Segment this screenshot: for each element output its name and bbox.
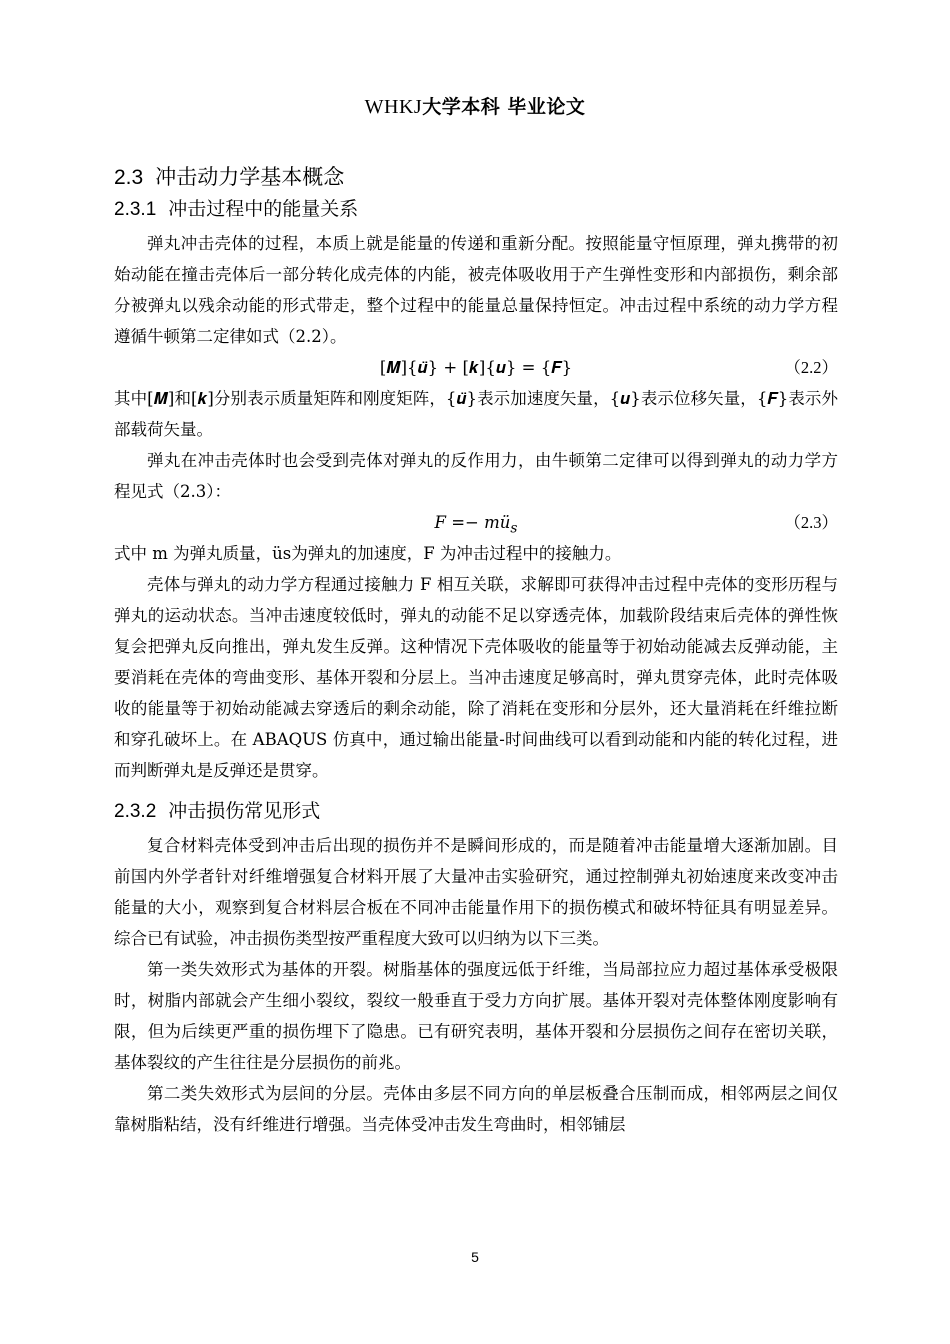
equation-2-2	[114, 352, 838, 383]
equation-main: F =− mü	[434, 513, 511, 532]
page-header	[0, 92, 950, 119]
paragraph: 复合材料壳体受到冲击后出现的损伤并不是瞬间形成的，而是随着冲击能量增大逐渐加剧。目前国内外学者针对纤维增强复合材料开展了大量冲击实验研究，通过控制弹丸初始速度来改变冲击能量的大小，观察到复合材料层合板在不同冲击能量作用下的损伤模式和破坏特征具有明显差异。综合已有试验，冲击损伤类型按严重程度大致可以归纳为以下三类。	[114, 836, 838, 948]
paragraph: 壳体与弹丸的动力学方程通过接触力 F 相互关联，求解即可获得冲击过程中壳体的变形历程与弹丸的运动状态。当冲击速度较低时，弹丸的动能不足以穿透壳体，加载阶段结束后壳体的弹性恢复会把弹丸反向推出，弹丸发生反弹。这种情况下壳体吸收的能量等于初始动能减去反弹动能，主要消耗在壳体的弯曲变形、基体开裂和分层上。当冲击速度足够高时，弹丸贯穿壳体，此时壳体吸收的能量等于初始动能减去穿透后的剩余动能，除了消耗在变形和分层外，还大量消耗在纤维拉断和穿孔破坏上。在 ABAQUS 仿真中，通过输出能量-时间曲线可以看到动能和内能的转化过程，进而判断弹丸是反弹还是贯穿。	[114, 575, 838, 780]
equation-2-3	[114, 507, 838, 538]
subsection-heading-2	[114, 796, 838, 830]
paragraph: 式中 m 为弹丸质量，üs为弹丸的加速度，F 为冲击过程中的接触力。	[114, 544, 622, 563]
subsection-heading-1	[114, 194, 838, 228]
paragraph: 弹丸在冲击壳体时也会受到壳体对弹丸的反作用力，由牛顿第二定律可以得到弹丸的动力学方程见式（2.3）：	[114, 451, 838, 501]
equation-tag: （2.3）	[784, 513, 838, 532]
subsection-number-1: 2.3.1	[114, 199, 157, 220]
equation-formula: [𝑴]{𝒖̈} + [𝒌]{𝒖} = {𝑭}	[379, 358, 573, 377]
paragraph: 第一类失效形式为基体的开裂。树脂基体的强度远低于纤维，当局部拉应力超过基体承受极限时，树脂内部就会产生细小裂纹，裂纹一般垂直于受力方向扩展。基体开裂对壳体整体刚度影响有限，但为后续更严重的损伤埋下了隐患。已有研究表明，基体开裂和分层损伤之间存在密切关联，基体裂纹的产生往往是分层损伤的前兆。	[114, 960, 838, 1072]
equation-tag: （2.2）	[784, 358, 838, 377]
header-latin: WHKJ	[364, 96, 423, 118]
paragraph: 第二类失效形式为层间的分层。壳体由多层不同方向的单层板叠合压制而成，相邻两层之间仅靠树脂粘结，没有纤维进行增强。当壳体受冲击发生弯曲时，相邻铺层	[114, 1084, 838, 1134]
section-number: 2.3	[114, 166, 144, 189]
subsection-title-2: 冲击损伤常见形式	[168, 800, 321, 822]
page-content	[114, 162, 838, 1140]
paragraph: 弹丸冲击壳体的过程，本质上就是能量的传递和重新分配。按照能量守恒原理，弹丸携带的初始动能在撞击壳体后一部分转化成壳体的内能，被壳体吸收用于产生弹性变形和内部损伤，剩余部分被弹丸以残余动能的形式带走，整个过程中的能量总量保持恒定。冲击过程中系统的动力学方程遵循牛顿第二定律如式（2.2）。	[114, 234, 838, 346]
subsection-title-1: 冲击过程中的能量关系	[168, 198, 359, 220]
subsection-number-2: 2.3.2	[114, 801, 157, 822]
equation-formula	[114, 507, 838, 544]
header-title: 大学本科 毕业论文	[422, 96, 586, 118]
equation-subscript: s	[510, 520, 518, 537]
section-heading	[114, 162, 838, 194]
section-title: 冲击动力学基本概念	[155, 165, 345, 189]
page-number: 5	[471, 1249, 479, 1265]
paragraph: 其中[𝑴]和[𝒌]分别表示质量矩阵和刚度矩阵，{𝒖̈}表示加速度矢量，{𝒖}表示位移矢量，{𝑭}表示外部载荷矢量。	[114, 389, 838, 439]
